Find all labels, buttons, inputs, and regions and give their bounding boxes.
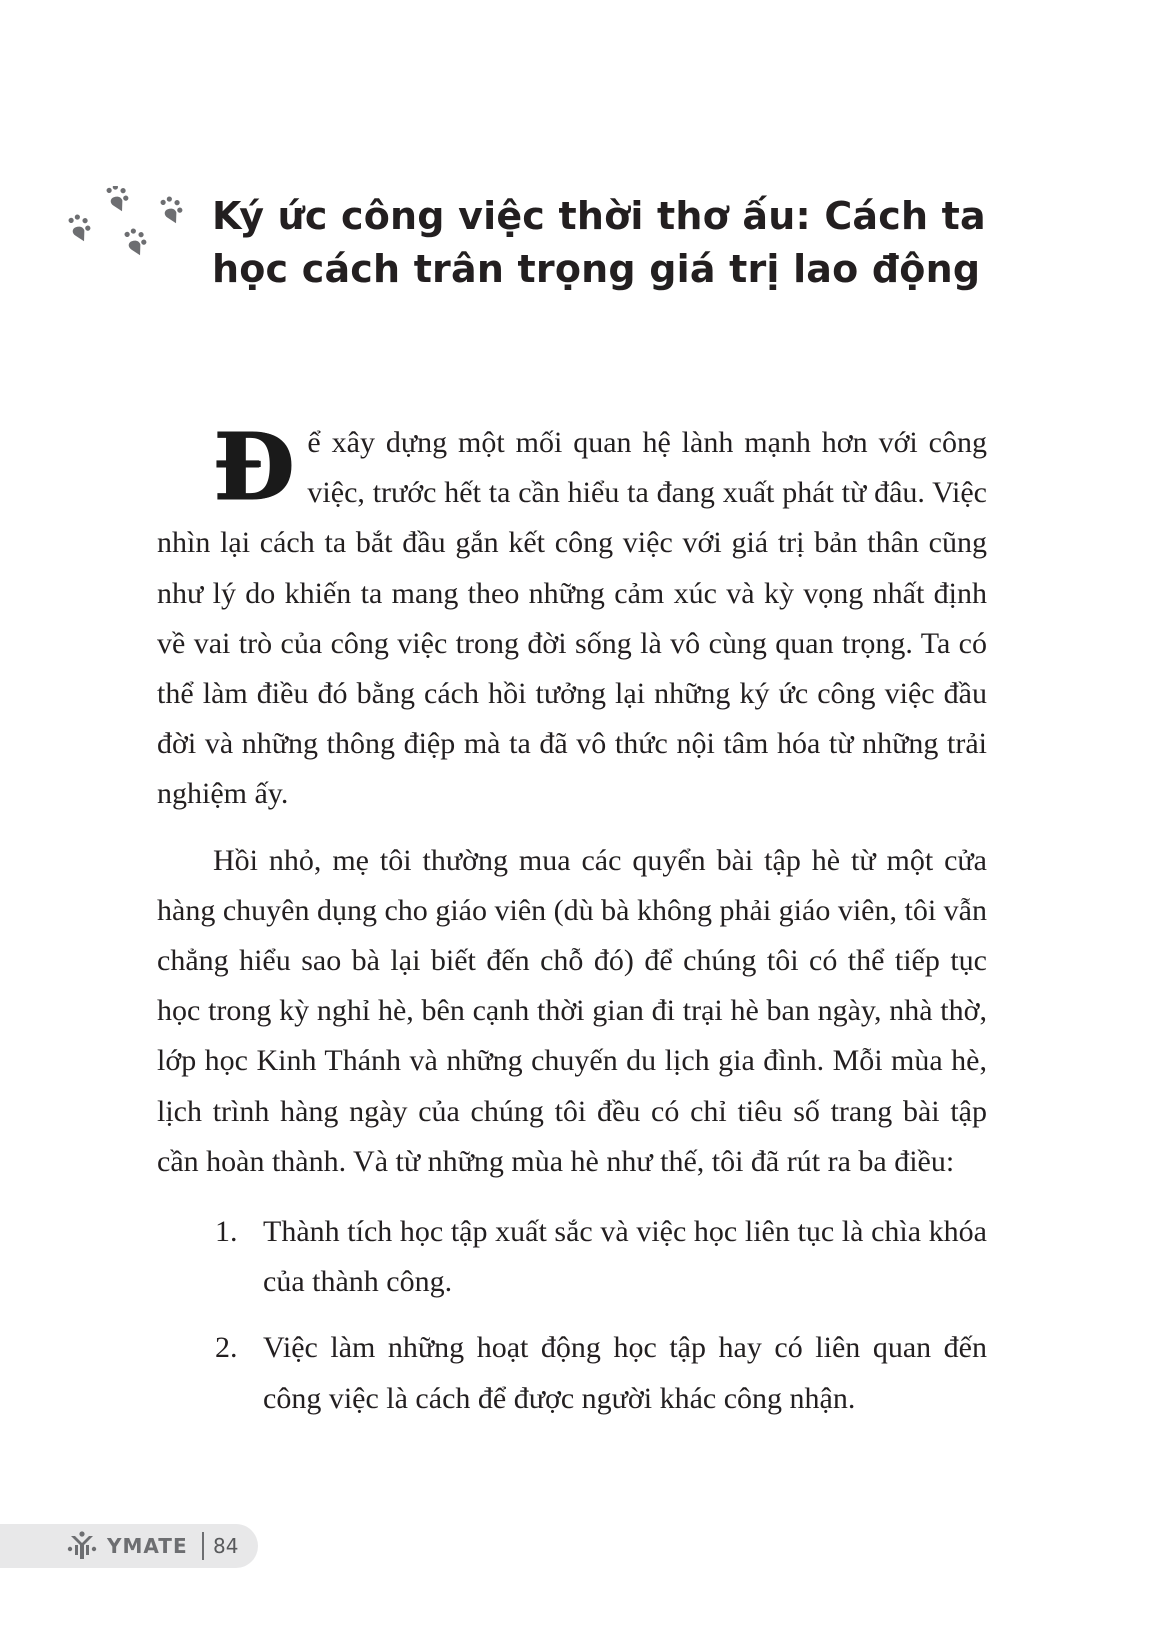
brand-name: YMATE [107, 1534, 188, 1558]
paragraph-childhood: Hồi nhỏ, mẹ tôi thường mua các quyển bài tập hè từ một cửa hàng chuyên dụng cho giáo viên (dù bà không phải giáo viên, tôi vẫn chẳng hiểu sao bà lại biết đến chỗ đó) để chúng tôi có thể tiếp tục học trong kỳ nghỉ hè, bên cạnh thời gian đi trại hè ban ngày, nhà thờ, lớp học Kinh Thánh và những chuyến du lịch gia đình. Mỗi mùa hè, lịch trình hàng ngày của chúng tôi đều có chỉ tiêu số trang bài tập cần hoàn thành. Và từ những mùa hè như thế, tôi đã rút ra ba điều: [157, 843, 987, 1178]
paw-prints-icon [66, 186, 206, 276]
page-number: 84 [213, 1534, 239, 1558]
list-item-number: 2. [215, 1331, 238, 1365]
list-item-text: Việc làm những hoạt động học tập hay có liên quan đến công việc là cách để được người khác công nhận. [263, 1331, 987, 1415]
list-item [157, 1207, 987, 1307]
chapter-title: Ký ức công việc thời thơ ấu: Cách ta học cách trân trọng giá trị lao động [212, 194, 986, 291]
footer-divider [202, 1532, 204, 1560]
list-item-text: Thành tích học tập xuất sắc và việc học liên tục là chìa khóa của thành công. [263, 1215, 987, 1299]
paragraph-intro [157, 413, 987, 820]
paragraph-intro-text: ể xây dựng một mối quan hệ lành mạnh hơn với công việc, trước hết ta cần hiểu ta đang xuất phát từ đâu. Việc nhìn lại cách ta bắt đầu gắn kết công việc với giá trị bản thân cũng như lý do khiến ta mang theo những cảm xúc và kỳ vọng nhất định về vai trò của công việc trong đời sống là vô cùng quan trọng. Ta có thể làm điều đó bằng cách hồi tưởng lại những ký ức công việc đầu đời và những thông điệp mà ta đã vô thức nội tâm hóa từ những trải nghiệm ấy. [157, 426, 987, 811]
ymate-logo-icon [66, 1531, 98, 1561]
drop-cap: Đ [213, 413, 294, 521]
body-text [157, 413, 987, 1440]
page-footer [0, 1524, 258, 1568]
list-item [157, 1323, 987, 1423]
lessons-list [157, 1207, 987, 1424]
list-item-number: 1. [215, 1215, 238, 1249]
